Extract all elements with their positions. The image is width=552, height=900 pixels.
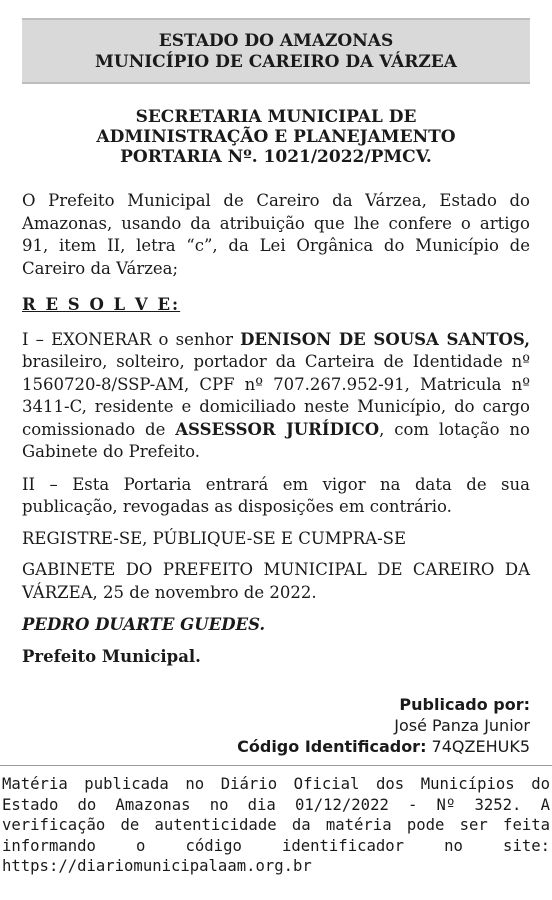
resolve-heading: R E S O L V E: [22,295,181,314]
footer-text: Matéria publicada no Diário Oficial dos Municípios do Estado do Amazonas no dia 01/12/2022 - Nº 3252. A verificação de autenticidade da matéria pode ser feita informando o código identificador no site: https://diariomunicipalaam.org.br [2,775,550,875]
gabinete-date-line: GABINETE DO PREFEITO MUNICIPAL DE CAREIRO DA VÁRZEA, 25 de novembro de 2022. [22,560,530,602]
intro-paragraph: O Prefeito Municipal de Careiro da Várzea, Estado do Amazonas, usando da atribuição que lhe confere o artigo 91, item II, letra “c”, da Lei Orgânica do Município de Careiro da Várzea; [22,191,530,278]
published-by-label: Publicado por: [399,695,530,714]
article-one-end: , com lotação no Gabinete do Prefeito. [22,419,530,461]
signer-role: Prefeito Municipal. [22,646,201,666]
registre-line: REGISTRE-SE, PÚBLIQUE-SE E CUMPRA-SE [22,528,407,548]
footer-notice [0,765,552,900]
article-one-details: brasileiro, solteiro, portador da Carteira de Identidade nº 1560720-8/SSP-AM, CPF nº 707.267.952-91, Matricula nº 3411-C, residente e domiciliado neste Município, do cargo comissionado de [22,352,530,439]
exonerated-person-name: DENISON DE SOUSA SANTOS, [240,329,530,349]
article-one [22,329,530,464]
publication-info [22,694,530,757]
secretariat-line1: SECRETARIA MUNICIPAL DE [135,107,417,127]
article-one-lead: I – EXONERAR o senhor [22,329,241,349]
municipality-name: MUNICÍPIO DE CAREIRO DA VÁRZEA [95,52,457,72]
document-body [22,190,530,668]
secretariat-line2: ADMINISTRAÇÃO E PLANEJAMENTO [96,127,456,147]
signer-name: PEDRO DUARTE GUEDES. [22,615,266,634]
position-title: ASSESSOR JURÍDICO [175,419,380,439]
publisher-name: José Panza Junior [394,716,530,735]
document-title [22,107,530,167]
state-header [22,18,530,84]
portaria-number: PORTARIA Nº. 1021/2022/PMCV. [120,147,432,167]
identifier-code-line [22,736,530,757]
identifier-code-label: Código Identificador: [237,737,427,756]
state-name: ESTADO DO AMAZONAS [158,31,394,51]
identifier-code-value: 74QZEHUK5 [426,737,530,756]
article-two: II – Esta Portaria entrará em vigor na data de sua publicação, revogadas as disposições em contrário. [22,474,530,516]
